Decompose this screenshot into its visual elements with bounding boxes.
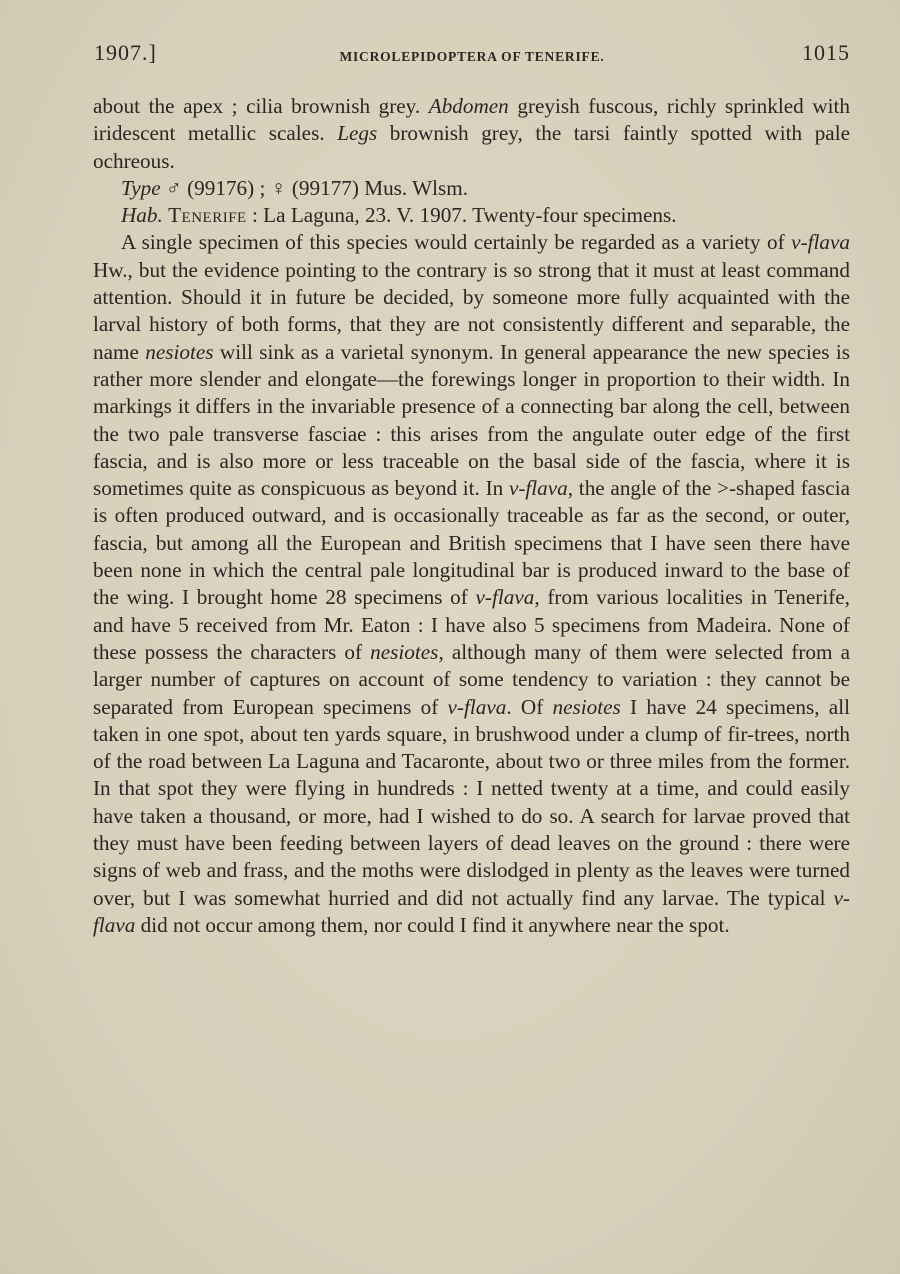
header-title: MICROLEPIDOPTERA OF TENERIFE. xyxy=(339,49,605,64)
italic-species-name: v-flava xyxy=(93,885,850,937)
italic-term-hab: Hab. xyxy=(121,203,163,228)
paragraph-habitat xyxy=(93,202,850,229)
paragraph-discussion xyxy=(93,229,850,939)
text-run: : La Laguna, 23. V. 1907. Twenty-four specimens. xyxy=(246,203,677,228)
italic-species-name: v-flava xyxy=(508,476,568,501)
italic-species-name: v-flava xyxy=(475,585,535,610)
paragraph-type xyxy=(93,175,850,202)
text-run: ♂ (99176) ; ♀ (99177) Mus. Wlsm. xyxy=(160,175,469,200)
locality-tenerife: Tenerife xyxy=(168,203,247,228)
text-run: brownish grey, the tarsi faintly spotted with pale ochreous. xyxy=(93,121,850,173)
text-run: Hw., but the evidence pointing to the contrary is so strong that it must at least command attention. Should it in future be decided, by someone more fully acquainted with the larval history of both forms, that they are not consistently different and separable, the name xyxy=(93,257,850,364)
italic-species-name: v-flava xyxy=(791,230,850,255)
text-run: did not occur among them, nor could I find it anywhere near the spot. xyxy=(135,912,730,937)
text-run: I have 24 specimens, all taken in one spot, about ten yards square, in brushwood under a clump of fir-trees, north of the road between La Laguna and Tacaronte, about two or three miles from the former. In that spot they were flying in hundreds : I netted twenty at a time, and could easily have taken a thousand, or more, had I wished to do so. A search for larvae proved that they must have been feeding between layers of dead leaves on the ground : there were signs of web and frass, and the moths were dislodged in plenty as the leaves were turned over, but I was somewhat hurried and did not actually find any larvae. The typical xyxy=(93,694,850,910)
body-text xyxy=(93,93,850,939)
italic-term-type: Type xyxy=(121,175,161,200)
text-run: A single specimen of this species would certainly be regarded as a variety of xyxy=(121,230,792,255)
text-run: , from various localities in Tenerife, and have 5 received from Mr. Eaton : I have also 5 specimens from Madeira. None of these possess the characters of xyxy=(93,585,850,664)
italic-species-name: nesiotes xyxy=(552,694,621,719)
italic-term-abdomen: Abdomen xyxy=(428,94,509,118)
header-year: 1907.] xyxy=(94,40,157,65)
text-run: , although many of them were selected from a larger number of captures on account of some tendency to variation : they cannot be separated from European specimens of xyxy=(93,639,851,719)
text-run: about the apex ; cilia brownish grey. xyxy=(93,94,429,118)
text-run: , the angle of the >-shaped fascia is often produced outward, and is occasionally traceable as far as the second, or outer, fascia, but among all the European and British specimens that I have seen there have been none in which the central pale longitudinal bar is produced inward to the base of the wing. I brought home 28 specimens of xyxy=(93,476,850,610)
running-head xyxy=(94,38,850,74)
italic-species-name: nesiotes xyxy=(145,339,214,364)
page-number: 1015 xyxy=(802,40,850,65)
text-run: . Of xyxy=(506,694,553,719)
italic-species-name: v-flava xyxy=(447,694,507,719)
text-run: will sink as a varietal synonym. In general appearance the new species is rather more slender and elongate—the forewings longer in proportion to their width. In markings it differs in the invariable presence of a connecting bar along the cell, between the two pale transverse fasciae : this arises from the angulate outer edge of the first fascia, and is also more or less traceable on the basal side of the fascia, where it is sometimes quite as conspicuous as beyond it. In xyxy=(93,339,850,501)
italic-term-legs: Legs xyxy=(337,121,378,146)
paragraph-description-continued xyxy=(93,93,850,175)
italic-species-name: nesiotes xyxy=(370,639,439,664)
text-run: greyish fuscous, richly sprinkled with iridescent metallic scales. xyxy=(93,94,850,146)
